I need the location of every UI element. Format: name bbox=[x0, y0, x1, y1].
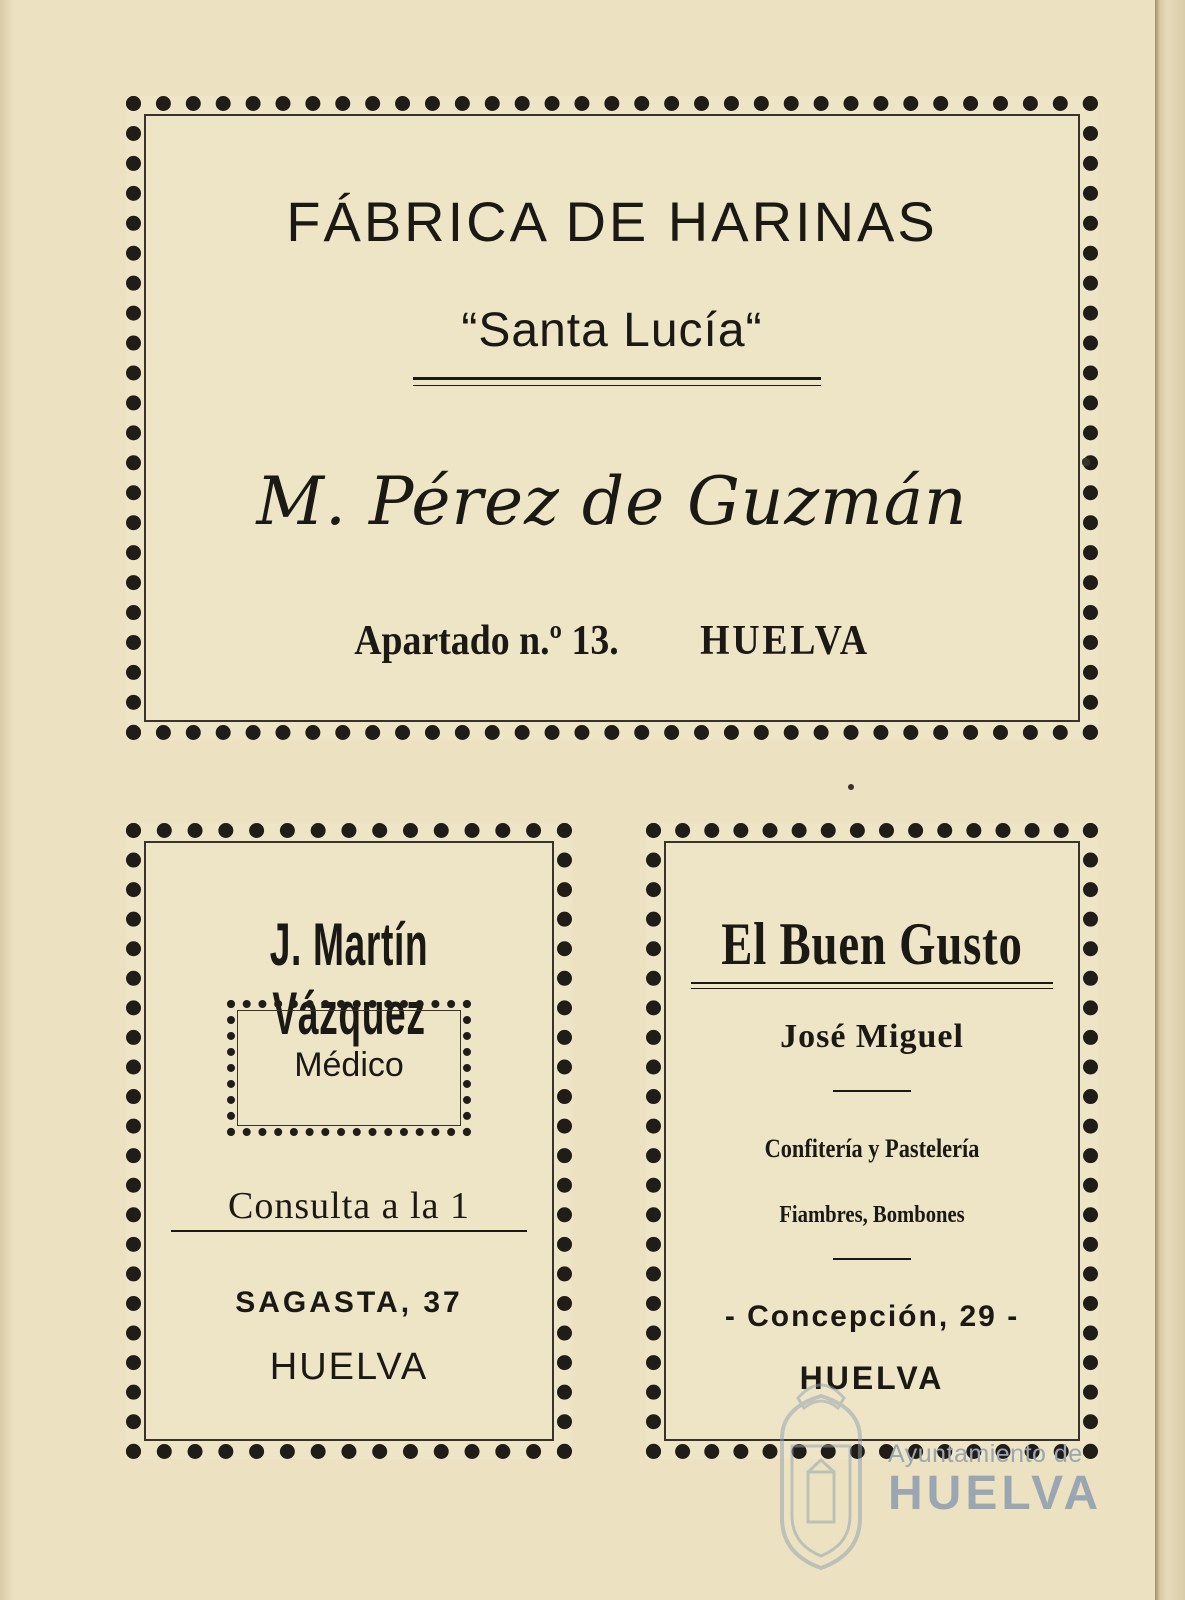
shop-name: El Buen Gusto bbox=[721, 911, 1023, 977]
doctor-street: SAGASTA, 37 bbox=[235, 1286, 463, 1319]
ink-speck bbox=[1082, 458, 1090, 466]
page-left-edge bbox=[0, 0, 14, 1600]
consultation-hours: Consulta a la 1 bbox=[228, 1185, 470, 1227]
doctor-profession: Médico bbox=[294, 1046, 404, 1084]
divider-rule-thin bbox=[413, 385, 821, 386]
shop-street: - Concepción, 29 - bbox=[724, 1300, 1020, 1333]
factory-owner: M. Pérez de Guzmán bbox=[256, 463, 968, 540]
doctor-name: J. Martín Vázquez bbox=[269, 911, 429, 1047]
page-right-edge bbox=[1155, 0, 1185, 1600]
factory-address: Apartado n.º 13. bbox=[354, 618, 619, 664]
watermark-line-1: Ayuntamiento de bbox=[888, 1440, 1083, 1468]
city-seal-icon bbox=[768, 1368, 874, 1574]
confectionery-ad bbox=[646, 823, 1098, 1459]
divider-rule-thin bbox=[691, 988, 1053, 989]
shop-trade-2: Fiambres, Bombones bbox=[779, 1202, 965, 1228]
ink-speck bbox=[848, 784, 854, 790]
shop-trade-1: Confitería y Pastelería bbox=[764, 1134, 980, 1163]
doctor-city: HUELVA bbox=[269, 1346, 429, 1388]
shop-owner: José Miguel bbox=[780, 1018, 964, 1055]
divider-rule bbox=[691, 982, 1053, 984]
shop-city: HUELVA bbox=[799, 1360, 945, 1396]
factory-name: “Santa Lucía“ bbox=[461, 304, 763, 357]
divider-rule bbox=[413, 377, 821, 380]
divider-rule bbox=[171, 1230, 527, 1232]
factory-city: HUELVA bbox=[700, 618, 870, 664]
flour-factory-ad bbox=[126, 96, 1098, 740]
short-rule bbox=[833, 1090, 911, 1092]
short-rule bbox=[833, 1258, 911, 1260]
factory-address-line bbox=[188, 617, 1036, 665]
factory-title: FÁBRICA DE HARINAS bbox=[286, 190, 938, 253]
doctor-ad bbox=[126, 823, 572, 1459]
profession-frame bbox=[227, 1000, 471, 1136]
watermark-line-2: HUELVA bbox=[888, 1467, 1103, 1520]
